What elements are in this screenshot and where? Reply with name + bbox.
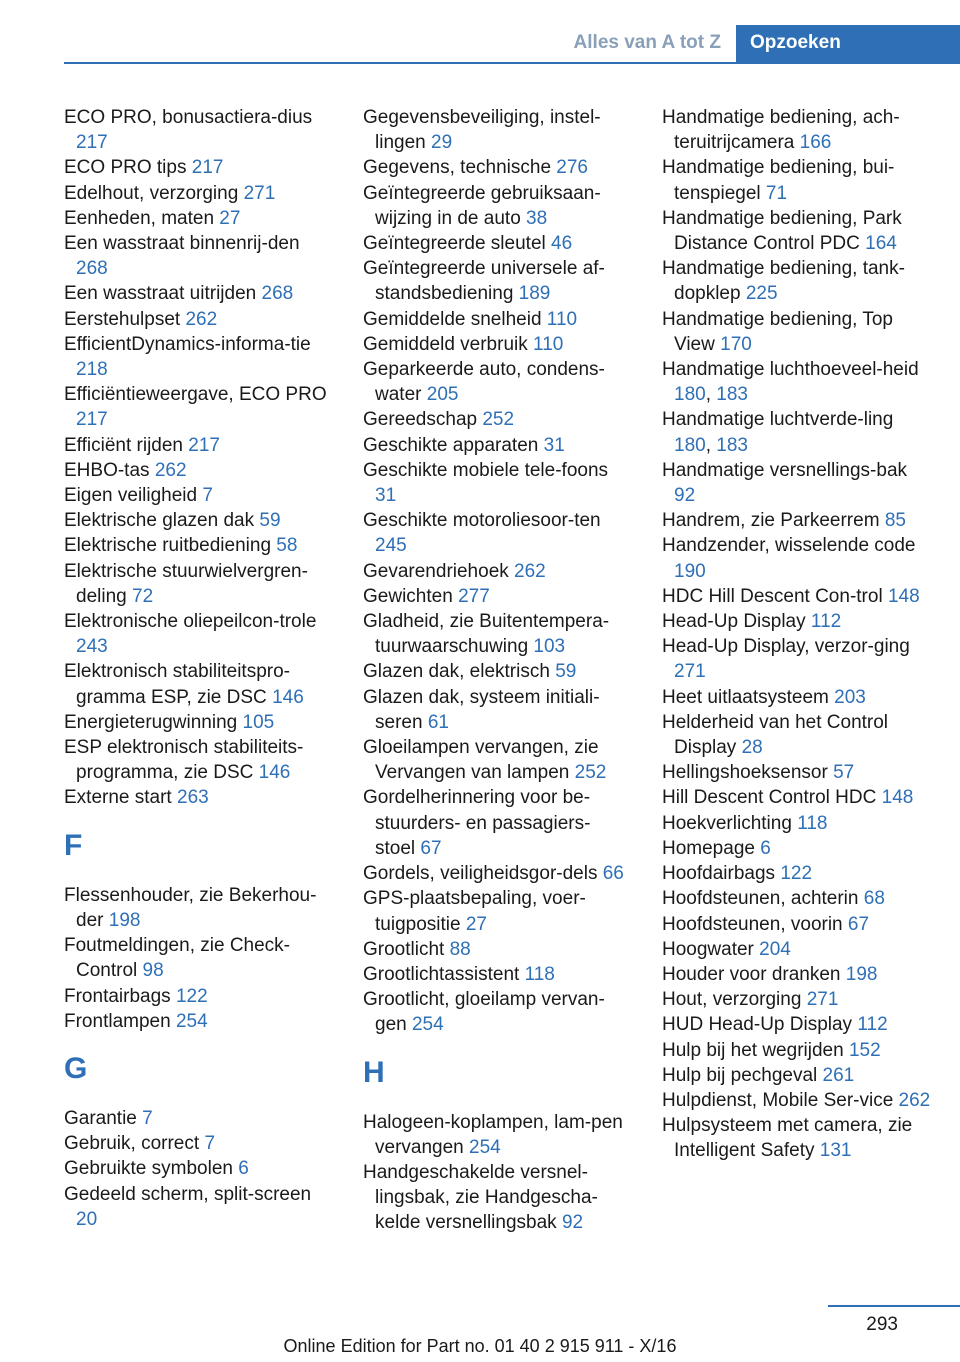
index-entry [64, 609, 332, 659]
index-entry [363, 105, 625, 155]
index-term: Handmatige versnellings-bak [662, 459, 908, 481]
page-reference-link[interactable]: 110 [533, 333, 564, 355]
index-entry [662, 987, 932, 1012]
index-entry [363, 332, 625, 357]
page-reference-link[interactable]: 67 [420, 837, 442, 859]
index-term: Elektrische ruitbediening [64, 535, 272, 557]
page-reference-link[interactable]: 112 [857, 1014, 888, 1036]
page-reference-link[interactable]: 118 [524, 963, 555, 985]
index-entry [64, 1182, 332, 1232]
index-entry [64, 559, 332, 609]
page-number: 293 [866, 1314, 898, 1335]
index-entry [662, 1038, 932, 1063]
index-term: Hoogwater [662, 938, 754, 960]
page-reference-link[interactable]: 252 [574, 762, 607, 784]
page-reference-link[interactable]: 268 [261, 283, 294, 305]
page-reference-link[interactable]: 146 [272, 686, 304, 708]
index-entry [363, 155, 625, 180]
index-term: HDC Hill Descent Con-trol [662, 585, 883, 607]
index-term: Energieterugwinning [64, 711, 238, 733]
index-term: Gebruik, correct [64, 1133, 200, 1155]
index-entry [662, 1113, 932, 1163]
index-entry [363, 508, 625, 558]
page-reference-link[interactable]: 57 [833, 762, 855, 784]
index-term: Geïntegreerde universele af-standsbediening [363, 258, 605, 305]
index-term: Efficiënt rijden [64, 434, 183, 456]
page-reference-link[interactable]: 27 [219, 207, 241, 229]
index-entry [64, 883, 332, 933]
index-entry [662, 1012, 932, 1037]
page-reference-link[interactable]: 122 [175, 985, 208, 1007]
index-term: Head-Up Display [662, 611, 806, 633]
index-column-3 [662, 105, 932, 1164]
index-entry [64, 458, 332, 483]
page-reference-link[interactable]: 166 [799, 132, 832, 154]
index-entry [662, 886, 932, 911]
index-entry [363, 987, 625, 1037]
index-entry [662, 1088, 932, 1113]
header-chapter-tab: Opzoeken [736, 25, 960, 63]
index-term: Hoofdsteunen, voorin [662, 913, 843, 935]
index-term: Eigen veiligheid [64, 485, 198, 507]
index-term: Frontlampen [64, 1010, 171, 1032]
page-reference-link[interactable]: 31 [375, 485, 397, 507]
page-reference-link[interactable]: 29 [431, 132, 453, 154]
page-reference-link[interactable]: 88 [449, 938, 471, 960]
index-entry [363, 659, 625, 684]
page-reference-link[interactable]: 118 [797, 812, 828, 834]
index-term: ESP elektronisch stabiliteits-programma, zie DSC [64, 737, 304, 784]
index-term: Grootlichtassistent [363, 963, 520, 985]
index-term: Hoekverlichting [662, 812, 792, 834]
page-reference-link[interactable]: 263 [177, 787, 209, 809]
index-term: Handmatige bediening, tank-dopklep [662, 258, 905, 305]
index-term: Handzender, wisselende code [662, 535, 916, 557]
page-reference-link[interactable]: 72 [132, 585, 154, 607]
page-reference-link[interactable]: 7 [142, 1107, 153, 1129]
index-term: Glazen dak, elektrisch [363, 661, 550, 683]
index-entry [363, 937, 625, 962]
index-term: Head-Up Display, verzor-ging [662, 636, 910, 658]
page-reference-link[interactable]: 67 [847, 913, 870, 935]
page-reference-link[interactable]: 6 [760, 837, 771, 859]
index-entry [64, 206, 332, 231]
page-reference-link[interactable]: 59 [555, 661, 577, 683]
index-term: EHBO-tas [64, 459, 150, 481]
index-term: Helderheid van het Control Display [662, 711, 889, 759]
index-entry [363, 785, 625, 861]
page-reference-link[interactable]: 31 [543, 434, 565, 456]
index-term: Geschikte mobiele tele-foons [363, 459, 609, 481]
page-reference-link[interactable]: 98 [142, 960, 164, 982]
index-term: Hulpsysteem met camera, zie Intelligent Safety [662, 1115, 913, 1162]
index-term: Gegevensbeveiliging, instel-lingen [363, 107, 601, 154]
index-entry [662, 533, 932, 583]
index-entry [363, 1160, 625, 1236]
index-entry [662, 155, 932, 205]
index-term: Efficiëntieweergave, ECO PRO [64, 384, 327, 406]
index-term: Gevarendriehoek [363, 560, 509, 582]
index-entry [64, 155, 332, 180]
index-entry [64, 433, 332, 458]
index-entry [64, 1009, 332, 1034]
page-reference-link[interactable]: 198 [845, 963, 878, 985]
page-reference-link[interactable]: 218 [76, 359, 108, 381]
page-reference-link[interactable]: 148 [881, 787, 914, 809]
index-section-letter: H [363, 1055, 385, 1089]
page-reference-link[interactable]: 61 [427, 711, 449, 733]
index-term: Gemiddeld verbruik [363, 333, 528, 355]
page-reference-link[interactable]: 28 [741, 737, 763, 759]
index-entry [64, 231, 332, 281]
page-reference-link[interactable]: 217 [188, 434, 220, 456]
page-reference-link[interactable]: 198 [108, 909, 141, 931]
index-term: Gemiddelde snelheid [363, 308, 542, 330]
index-term: Halogeen-koplampen, lam-pen vervangen [363, 1111, 623, 1158]
page-reference-link[interactable]: 180 [674, 384, 706, 406]
index-term: Hoofdsteunen, achterin [662, 888, 859, 910]
page-reference-link[interactable]: 112 [810, 611, 842, 633]
index-entry [662, 508, 932, 533]
index-entry [363, 433, 625, 458]
index-term: Gegevens, technische [363, 157, 552, 179]
header-section-title: Alles van A tot Z [573, 32, 721, 53]
index-term: Elektronisch stabiliteitspro-gramma ESP, zie DSC [64, 661, 290, 708]
index-term: Gordels, veiligheidsgor-dels [363, 863, 598, 885]
index-term: Flessenhouder, zie Bekerhou-der [64, 884, 317, 931]
index-term: Houder voor dranken [662, 963, 841, 985]
page-reference-link[interactable]: 217 [76, 409, 108, 431]
index-term: Externe start [64, 787, 172, 809]
index-entry [64, 659, 332, 709]
index-entry [64, 508, 332, 533]
index-term: Geschikte apparaten [363, 434, 539, 456]
index-entry [662, 836, 932, 861]
index-term: Grootlicht [363, 938, 445, 960]
page-reference-link[interactable]: 20 [76, 1208, 98, 1230]
page-reference-link[interactable]: 27 [465, 913, 487, 935]
page-reference-link[interactable]: 268 [76, 258, 108, 280]
index-section-letter: F [64, 828, 83, 862]
index-entry [363, 735, 625, 785]
index-entry [662, 105, 932, 155]
index-entry [363, 256, 625, 306]
index-term: Handmatige bediening, bui-tenspiegel [662, 157, 895, 204]
index-term: Geïntegreerde sleutel [363, 233, 546, 255]
index-term: Elektronische oliepeilcon-trole [64, 611, 317, 633]
index-term: Hout, verzorging [662, 989, 802, 1011]
index-term: Handmatige luchthoeveel-heid [662, 359, 919, 381]
index-term: Grootlicht, gloeilamp vervan-gen [363, 989, 605, 1036]
index-entry [363, 307, 625, 332]
index-entry [363, 181, 625, 231]
index-entry [662, 861, 932, 886]
index-entry [363, 407, 625, 432]
page-reference-link[interactable]: 262 [898, 1089, 931, 1111]
page-reference-link[interactable]: 46 [551, 233, 573, 255]
index-entry [662, 912, 932, 937]
page-reference-link[interactable]: 243 [76, 636, 108, 658]
index-entry [662, 760, 932, 785]
index-term: Hulp bij pechgeval [662, 1064, 818, 1086]
index-entry [662, 962, 932, 987]
index-entry [662, 1063, 932, 1088]
index-term: ECO PRO, bonusactiera-dius [64, 107, 313, 128]
index-term: Gewichten [363, 585, 453, 607]
page-reference-link[interactable]: 110 [546, 308, 578, 330]
index-term: Geparkeerde auto, condens-water [363, 359, 605, 406]
index-term: Glazen dak, systeem initiali-seren [363, 686, 600, 733]
page-separator: , [705, 384, 711, 406]
page-reference-link[interactable]: 122 [780, 863, 813, 885]
page-reference-link[interactable]: 92 [561, 1212, 584, 1234]
index-entry [363, 559, 625, 584]
index-term: Handmatige bediening, ach-teruitrijcamera [662, 107, 900, 154]
index-term: Gebruikte symbolen [64, 1158, 233, 1180]
index-entry [363, 584, 625, 609]
index-term: Hill Descent Control HDC [662, 787, 877, 809]
index-term: Een wasstraat uitrijden [64, 283, 257, 305]
index-entry [64, 332, 332, 382]
page-reference-link[interactable]: 170 [720, 333, 752, 355]
index-term: Elektrische stuurwielvergren-deling [64, 560, 308, 607]
page-reference-link[interactable]: 7 [202, 485, 213, 507]
page-reference-link[interactable]: 262 [154, 459, 187, 481]
index-term: Handmatige bediening, Top View [662, 308, 893, 355]
index-term: Homepage [662, 837, 755, 859]
index-term: ECO PRO tips [64, 157, 187, 179]
index-entry [363, 861, 625, 886]
index-entry [64, 483, 332, 508]
index-entry [662, 685, 932, 710]
page-reference-link[interactable]: 66 [602, 863, 624, 885]
index-entry [363, 357, 625, 407]
index-term: Een wasstraat binnenrij-den [64, 233, 300, 255]
index-entry [662, 634, 932, 684]
index-entry [363, 231, 625, 256]
index-term: GPS-plaatsbepaling, voer-tuigpositie [363, 888, 586, 935]
page-reference-link[interactable]: 68 [863, 888, 885, 910]
page-reference-link[interactable]: 262 [514, 560, 546, 582]
index-term: Gereedschap [363, 409, 478, 431]
page-reference-link[interactable]: 262 [185, 308, 218, 330]
index-term: Gordelherinnering voor be-stuurders- en passagiers-stoel [363, 787, 591, 859]
index-term: Handrem, zie Parkeerrem [662, 510, 880, 532]
page-reference-link[interactable]: 254 [411, 1014, 444, 1036]
index-term: Eerstehulpset [64, 308, 181, 330]
page-reference-link[interactable]: 6 [238, 1158, 249, 1180]
footer-edition-text: Online Edition for Part no. 01 40 2 915 911 - X/16 [283, 1336, 677, 1356]
index-term: Hellingshoeksensor [662, 762, 828, 784]
index-entry [64, 382, 332, 432]
index-term: Handgeschakelde versnel-lingsbak, zie Handgescha-kelde versnellingsbak [363, 1161, 598, 1234]
index-term: Hoofdairbags [662, 863, 776, 885]
index-entry [64, 1106, 332, 1131]
index-term: Heet uitlaatsysteem [662, 686, 829, 708]
index-entry [64, 710, 332, 735]
index-term: Frontairbags [64, 985, 171, 1007]
index-column-2 [363, 105, 625, 1236]
index-term: Foutmeldingen, zie Check-Control [64, 935, 290, 982]
page-reference-link[interactable]: 7 [204, 1133, 216, 1155]
index-entry [662, 785, 932, 810]
index-entry [363, 609, 625, 659]
page-reference-link[interactable]: 71 [765, 182, 788, 204]
page-reference-link[interactable]: 245 [375, 535, 407, 557]
index-entry [64, 1156, 332, 1181]
page-reference-link[interactable]: 190 [674, 560, 706, 582]
page-reference-link[interactable]: 148 [887, 585, 920, 607]
page-reference-link[interactable]: 183 [716, 434, 748, 456]
index-entry [363, 685, 625, 735]
index-entry [64, 785, 332, 810]
page-reference-link[interactable]: 105 [242, 711, 275, 733]
index-entry [64, 984, 332, 1009]
page-reference-link[interactable]: 131 [819, 1140, 852, 1162]
page-reference-link[interactable]: 204 [759, 938, 791, 960]
index-entry [64, 933, 332, 983]
page-reference-link[interactable]: 271 [674, 661, 706, 683]
index-entry [662, 307, 932, 357]
header-rule [64, 62, 960, 64]
index-term: Handmatige bediening, Park Distance Control PDC [662, 207, 902, 255]
index-term: Hulpdienst, Mobile Ser-vice [662, 1089, 894, 1111]
index-term: Eenheden, maten [64, 207, 215, 229]
index-term: Geïntegreerde gebruiksaan-wijzing in de auto [363, 182, 601, 229]
page-reference-link[interactable]: 146 [258, 762, 291, 784]
index-term: EfficientDynamics-informa-tie [64, 333, 311, 355]
index-term: Handmatige luchtverde-ling [662, 409, 894, 431]
index-entry [64, 1131, 332, 1156]
page-reference-link[interactable]: 203 [834, 686, 866, 708]
index-entry [64, 281, 332, 306]
page-reference-link[interactable]: 38 [526, 207, 548, 229]
index-term: Gedeeld scherm, split-screen [64, 1183, 312, 1205]
index-entry [64, 181, 332, 206]
index-term: Hulp bij het wegrijden [662, 1039, 844, 1061]
page-reference-link[interactable]: 261 [822, 1064, 855, 1086]
index-entry [64, 533, 332, 558]
index-entry [662, 206, 932, 256]
index-term: HUD Head-Up Display [662, 1014, 853, 1036]
page-reference-link[interactable]: 252 [482, 409, 515, 431]
index-entry [662, 357, 932, 407]
index-term: Gladheid, zie Buitentempera-tuurwaarschuwing [363, 611, 610, 658]
index-entry [363, 1110, 625, 1160]
index-entry [662, 458, 932, 508]
index-entry [662, 407, 932, 457]
index-entry [662, 256, 932, 306]
page-reference-link[interactable]: 271 [806, 989, 839, 1011]
page-reference-link[interactable]: 254 [469, 1136, 501, 1158]
page-reference-link[interactable]: 276 [556, 157, 588, 179]
page-reference-link[interactable]: 183 [716, 384, 748, 406]
index-entry [363, 886, 625, 936]
index-entry [64, 307, 332, 332]
page-reference-link[interactable]: 189 [518, 283, 551, 305]
index-term: Gloeilampen vervangen, zie Vervangen van lampen [363, 737, 599, 784]
footer-rule [828, 1305, 960, 1307]
index-entry [363, 962, 625, 987]
index-entry [662, 609, 932, 634]
page-reference-link[interactable]: 103 [533, 636, 566, 658]
index-term: Geschikte motoroliesoor-ten [363, 510, 601, 532]
page-reference-link[interactable]: 277 [458, 585, 490, 607]
index-column-1 [64, 105, 332, 1232]
page-reference-link[interactable]: 58 [276, 535, 298, 557]
page-reference-link[interactable]: 180 [674, 434, 706, 456]
page-reference-link[interactable]: 271 [243, 182, 276, 204]
index-term: Elektrische glazen dak [64, 510, 255, 532]
index-entry [662, 710, 932, 760]
index-term: Edelhout, verzorging [64, 182, 239, 204]
page-reference-link[interactable]: 92 [674, 485, 696, 507]
index-entry [662, 811, 932, 836]
page-reference-link[interactable]: 164 [865, 233, 897, 255]
page-reference-link[interactable]: 217 [191, 157, 224, 179]
page-separator: , [705, 434, 711, 456]
index-entry [662, 937, 932, 962]
index-entry [64, 105, 332, 155]
page-reference-link[interactable]: 205 [426, 384, 459, 406]
index-term: Garantie [64, 1107, 137, 1129]
index-section-letter: G [64, 1051, 88, 1085]
page-reference-link[interactable]: 217 [76, 132, 108, 154]
index-entry [662, 584, 932, 609]
page-reference-link[interactable]: 254 [175, 1010, 208, 1032]
index-entry [64, 735, 332, 785]
index-entry [363, 458, 625, 508]
page-reference-link[interactable]: 85 [884, 510, 906, 532]
page-reference-link[interactable]: 59 [259, 510, 281, 532]
page-reference-link[interactable]: 152 [848, 1039, 881, 1061]
page-reference-link[interactable]: 225 [745, 283, 778, 305]
